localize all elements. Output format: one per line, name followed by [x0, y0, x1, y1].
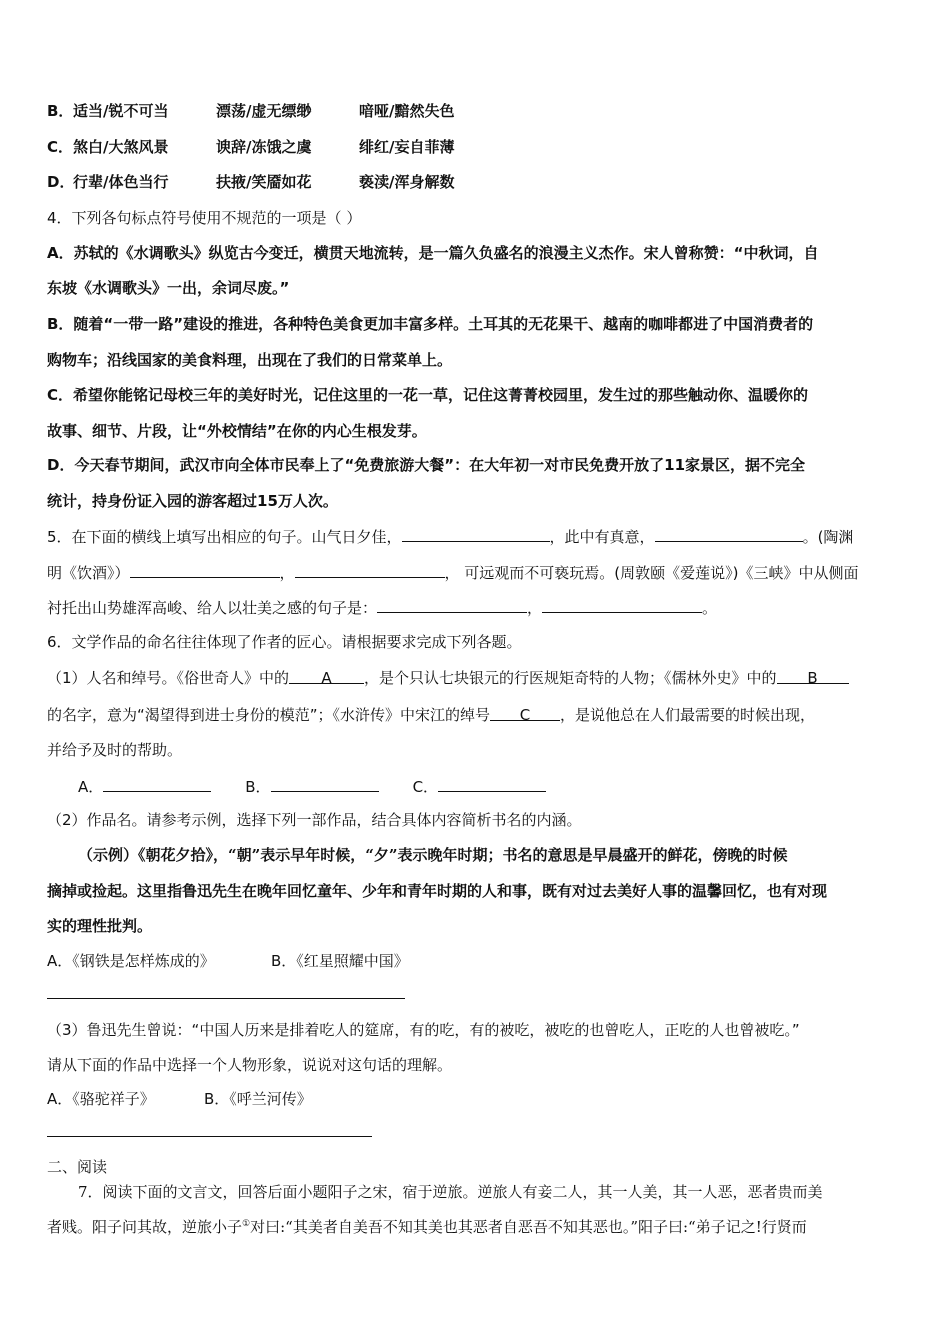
answer-line[interactable] — [47, 998, 405, 999]
q5-text: ， 可远观而不可亵玩焉。(周敦颐《爱莲说》)《三峡》中从侧面 — [444, 564, 859, 582]
q5-line2 — [47, 562, 859, 583]
option-a: A．《骆驼祥子》 — [47, 1090, 155, 1108]
q5-text: 。(陶渊 — [802, 528, 854, 546]
option-letter: C． — [47, 138, 74, 156]
q6-text: ，是个只认七块银元的行医规矩奇特的人物；《儒林外史》中的 — [364, 669, 777, 687]
answer-blank-b[interactable] — [271, 776, 379, 792]
q5-text: ， — [279, 564, 295, 582]
q4-option-d-line1: D．今天春节期间，武汉市向全体市民奉上了“免费旅游大餐”：在大年初一对市民免费开放了11家景区，据不完全 — [47, 456, 806, 474]
q7-text: 者贱。阳子问其故，逆旅小子 — [47, 1218, 243, 1236]
fill-blank[interactable] — [130, 562, 280, 578]
section-title: 二、阅读 — [47, 1158, 108, 1176]
answer-blank-c[interactable] — [438, 776, 546, 792]
q3-option-b — [47, 101, 454, 121]
q4-stem: 4．下列各句标点符号使用不规范的一项是（ ） — [47, 209, 362, 227]
q4-option-b-line1: B．随着“一带一路”建设的推进，各种特色美食更加丰富多样。土耳其的无花果干、越南的咖啡都进了中国消费者的 — [47, 315, 814, 333]
q4-option-a-line2: 东坡《水调歌头》一出，余词尽废。” — [47, 279, 290, 297]
q6-answer-blanks — [78, 776, 546, 797]
answer-label: A． — [78, 778, 104, 796]
option-letter: B． — [47, 102, 74, 120]
option-item: 谀辞/冻饿之虞 — [216, 138, 312, 156]
q7-text: 对曰:“其美者自美吾不知其美也其恶者自恶吾不知其恶也。”阳子曰:“弟子记之!行贤而 — [250, 1218, 807, 1236]
q4-option-b-line2: 购物车；沿线国家的美食料理，出现在了我们的日常菜单上。 — [47, 351, 453, 369]
q5-text: ， — [527, 599, 543, 617]
q6-part2-stem: （2）作品名。请参考示例，选择下列一部作品，结合具体内容简析书名的内涵。 — [47, 811, 582, 829]
option-b: B．《呼兰河传》 — [204, 1090, 312, 1108]
answer-label: B． — [245, 778, 271, 796]
q7-line2 — [47, 1217, 807, 1237]
q6-text: ，是说他总在人们最需要的时候出现， — [560, 706, 816, 724]
q6-text: （1）人名和绰号。《俗世奇人》中的 — [47, 669, 290, 687]
q5-text: 5．在下面的横线上填写出相应的句子。山气日夕佳， — [47, 528, 402, 546]
q4-option-c-line2: 故事、细节、片段，让“外校情结”在你的内心生根发芽。 — [47, 422, 427, 440]
option-letter: D． — [47, 173, 75, 191]
q4-option-a-line1: A．苏轼的《水调歌头》纵览古今变迁，横贯天地流转，是一篇久负盛名的浪漫主义杰作。宋人曾称赞：“中秋词，自 — [47, 244, 819, 262]
q6-part3-line1: （3）鲁迅先生曾说：“中国人历来是排着吃人的筵席，有的吃，有的被吃，被吃的也曾吃人，正吃的人也曾被吃。” — [47, 1021, 800, 1039]
option-b: B．《红星照耀中国》 — [271, 952, 409, 970]
q3-option-d — [47, 172, 454, 192]
q6-part3-options — [47, 1089, 312, 1109]
option-item: 绯红/妄自菲薄 — [359, 138, 455, 156]
q6-part1-line3: 并给予及时的帮助。 — [47, 741, 183, 759]
q4-option-c-line1: C．希望你能铭记母校三年的美好时光，记住这里的一花一草，记住这菁菁校园里，发生过的那些触动你、温暖你的 — [47, 386, 809, 404]
answer-label: C． — [412, 778, 439, 796]
q7-line1: 7．阅读下面的文言文，回答后面小题阳子之宋，宿于逆旅。逆旅人有妾二人，其一人美，其一人恶，恶者贵而美 — [78, 1183, 823, 1201]
q6-text: 的名字，意为“渴望得到进士身份的模范”；《水浒传》中宋江的绰号 — [47, 706, 491, 724]
option-item: 适当/锐不可当 — [73, 102, 169, 120]
q6-stem: 6．文学作品的命名往往体现了作者的匠心。请根据要求完成下列各题。 — [47, 633, 522, 651]
q5-text: 衬托出山势雄浑高峻、给人以壮美之感的句子是： — [47, 599, 378, 617]
q5-text: 明《饮酒》） — [47, 564, 130, 582]
option-item: 行辈/体色当行 — [73, 173, 169, 191]
option-item: 喑哑/黯然失色 — [359, 102, 455, 120]
blank-a[interactable]: A — [289, 668, 364, 684]
q6-part2-options — [47, 951, 409, 971]
q5-text: ，此中有真意， — [549, 528, 655, 546]
fill-blank[interactable] — [542, 597, 702, 613]
option-a: A．《钢铁是怎样炼成的》 — [47, 952, 215, 970]
blank-b[interactable]: B — [777, 668, 849, 684]
q5-text: 。 — [702, 599, 718, 617]
q6-part1-line1 — [47, 668, 849, 688]
option-item: 扶掖/笑靥如花 — [216, 173, 312, 191]
footnote-marker: ① — [242, 1219, 251, 1229]
fill-blank[interactable] — [402, 526, 550, 542]
fill-blank[interactable] — [655, 526, 803, 542]
answer-line[interactable] — [47, 1136, 372, 1137]
q3-option-c — [47, 137, 454, 157]
option-item: 煞白/大煞风景 — [73, 138, 169, 156]
option-item: 亵渎/浑身解数 — [359, 173, 455, 191]
option-item: 漂荡/虚无缥缈 — [216, 102, 312, 120]
q5-line1 — [47, 526, 853, 547]
q6-example-line3: 实的理性批判。 — [47, 917, 153, 935]
q6-part3-line2: 请从下面的作品中选择一个人物形象，说说对这句话的理解。 — [47, 1056, 453, 1074]
q5-line3 — [47, 597, 717, 618]
answer-blank-a[interactable] — [103, 776, 211, 792]
q6-part1-line2 — [47, 705, 815, 725]
q6-example-line2: 摘掉或捡起。这里指鲁迅先生在晚年回忆童年、少年和青年时期的人和事，既有对过去美好人事的温馨回忆，也有对现 — [47, 882, 828, 900]
fill-blank[interactable] — [377, 597, 527, 613]
q4-option-d-line2: 统计，持身份证入园的游客超过15万人次。 — [47, 492, 338, 510]
fill-blank[interactable] — [295, 562, 445, 578]
blank-c[interactable]: C — [490, 705, 560, 721]
q6-example-line1: （示例）《朝花夕拾》，“朝”表示早年时候，“夕”表示晚年时期；书名的意思是早晨盛开的鲜花，傍晚的时候 — [78, 846, 788, 864]
